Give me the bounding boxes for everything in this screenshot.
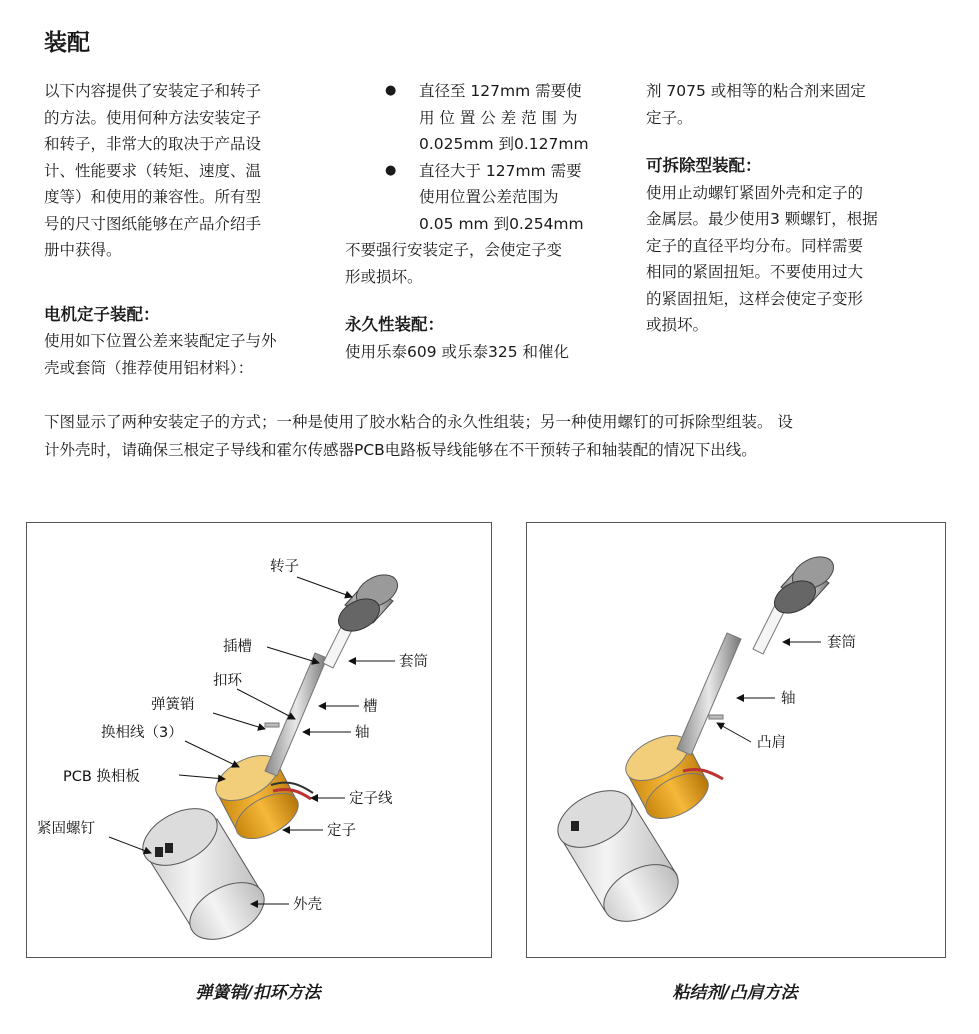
page-title: 装配 [44,30,90,56]
label-rotor: 转子 [270,559,299,575]
figure-adhesive-drawing [527,523,945,957]
label-shaft: 轴 [781,691,796,707]
paragraph-line: 下图显示了两种安装定子的方式；一种是使用了胶水粘合的永久性组装；另一种使用螺钉的可拆除型组装。 设 [44,413,793,431]
figure-caption-left: 弹簧销/扣环方法 [195,983,321,1003]
body-line: 壳或套筒（推荐使用铝材料）： [44,358,254,377]
column-3 [646,78,946,339]
bullet-dot: ● [385,162,397,178]
section-heading: 永久性装配： [345,315,444,334]
column-2 [345,78,645,365]
label-wire: 定子线 [349,791,393,807]
shaft-shape [265,653,327,776]
bullet-line: 用 位 置 公 差 范 围 为 [419,108,578,127]
intro-line: 度等）和使用的兼容性。所有型 [44,188,262,206]
bullet-item [345,158,645,238]
intro-line: 以下内容提供了安装定子和转子 [44,82,262,100]
rotor-shape [333,568,403,637]
body-line: 相同的紧固扭矩。不要使用过大 [646,263,864,281]
body-line: 剂 7075 或相等的粘合剂来固定 [646,82,866,100]
label-sleeve: 套筒 [827,635,856,651]
intro-line: 册中获得。 [44,241,122,259]
warning-line: 形或损坏。 [345,267,423,286]
section-heading: 电机定子装配： [44,304,160,324]
bullet-line: 0.05 mm 到0.254mm [419,214,584,233]
section-heading: 可拆除型装配： [646,156,762,175]
bullet-dot: ● [385,83,397,98]
body-line: 或损坏。 [646,316,709,334]
label-leads: 换相线（3） [101,725,183,741]
label-screw: 紧固螺钉 [37,821,95,837]
figure-adhesive [526,522,946,958]
figure-spring-pin [26,522,492,958]
label-shoulder: 凸肩 [757,735,786,751]
bullet-line: 直径至 127mm 需要使 [419,82,582,100]
label-shaft: 轴 [355,725,370,741]
figure-spring-pin-drawing [27,523,491,957]
body-line: 使用止动螺钉紧固外壳和定子的 [646,183,864,202]
body-line: 的紧固扭矩，这样会使定子变形 [646,289,864,308]
shaft-shape [677,633,741,755]
label-groove: 槽 [363,699,378,715]
label-sleeve: 套筒 [399,654,428,670]
label-pcb: PCB 换相板 [63,769,140,785]
bullet-line: 直径大于 127mm 需要 [419,161,582,180]
paragraph-line: 计外壳时，请确保三根定子导线和霍尔传感器PCB电路板导线能够在不干预转子和轴装配的情况下出线。 [44,441,757,459]
intro-line: 和转子，非常大的取决于产品设 [44,135,262,153]
intro-paragraph [44,408,944,464]
body-line: 金属层。最少使用3 颗螺钉，根据 [646,210,878,228]
bullet-item [345,78,645,158]
rotor-shape [769,550,839,619]
column-1 [44,78,334,381]
label-clip: 扣环 [213,673,242,689]
intro-line: 的方法。使用何种方法安装定子 [44,108,262,127]
label-housing: 外壳 [293,897,322,913]
body-line: 使用如下位置公差来装配定子与外 [44,332,277,350]
intro-line: 号的尺寸图纸能够在产品介绍手 [44,214,262,233]
body-line: 使用乐泰609 或乐泰325 和催化 [345,342,570,361]
label-pin: 弹簧销 [151,697,195,713]
bullet-line: 使用位置公差范围为 [419,188,559,206]
label-stator: 定子 [327,823,356,839]
figure-caption-right: 粘结剂/凸肩方法 [672,983,798,1003]
intro-line: 计、性能要求（转矩、速度、温 [44,161,262,180]
body-line: 定子。 [646,108,693,127]
body-line: 定子的直径平均分布。同样需要 [646,236,864,255]
warning-line: 不要强行安装定子，会使定子变 [345,241,563,259]
bullet-line: 0.025mm 到0.127mm [419,135,589,153]
label-slot: 插槽 [223,639,252,655]
